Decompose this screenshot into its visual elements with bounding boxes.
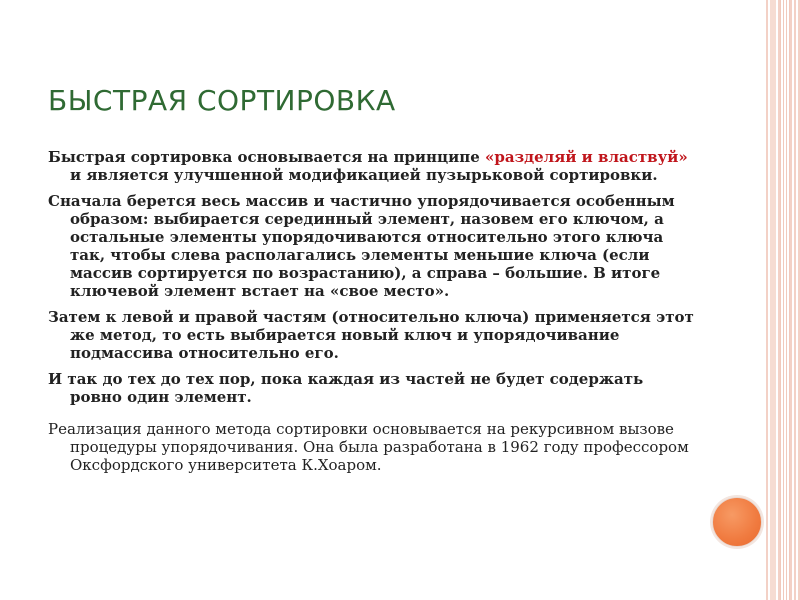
paragraph-recursion-step: Затем к левой и правой частям (относительно ключа) применяется этот же метод, то есть выбирается новый ключ и упорядочивание подмассива относительно его. xyxy=(48,308,694,362)
slide-title: БЫСТРАЯ СОРТИРОВКА xyxy=(48,84,396,117)
paragraph-key-selection: Сначала берется весь массив и частично упорядочивается особенным образом: выбирается серединный элемент, назовем его ключом, а остальные элементы упорядочиваются относительно этого ключа так, чтобы слева располагались элементы меньшие ключа (если массив сортируется по возрастанию), а справа – большие. В итоге ключевой элемент встает на «свое место». xyxy=(48,192,675,300)
slide-body xyxy=(48,148,698,482)
paragraph-history: Реализация данного метода сортировки основывается на рекурсивном вызове процедуры упорядочивания. Она была разработана в 1962 году профессором Оксфордского университета К.Хоаром. xyxy=(48,420,689,474)
paragraph-termination: И так до тех до тех пор, пока каждая из частей не будет содержать ровно один элемент. xyxy=(48,370,644,406)
decorative-stripes xyxy=(766,0,800,600)
highlight-divide-conquer: «разделяй и властвуй» xyxy=(484,148,688,166)
paragraph-intro xyxy=(48,148,698,184)
intro-text-start: Быстрая сортировка основывается на принципе xyxy=(48,148,485,166)
intro-text-end: и является улучшенной модификацией пузырьковой сортировки. xyxy=(70,166,658,184)
decorative-orange-circle xyxy=(712,497,762,547)
